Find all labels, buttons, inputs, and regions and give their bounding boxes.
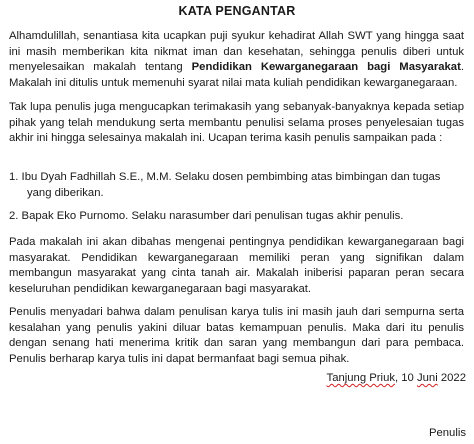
list-item-1 xyxy=(9,170,464,201)
paragraph-intro-text-b: . Makalah ini ditulis untuk memenuhi syarat nilai mata kuliah pendidikan kewarganegaraan. xyxy=(9,61,464,89)
signature-year: 2022 xyxy=(437,372,466,384)
list-item-2: 2. Bapak Eko Purnomo. Selaku narasumber dari penulisan tugas akhir penulis. xyxy=(9,210,404,222)
paragraph-content: Pada makalah ini akan dibahas mengenai pentingnya pendidikan kewarganegaraan bagi masyarakat. Pendidikan kewarganegaraan memiliki peran yang signifikan dalam membangun masyarakat yang cinta tanah air. Makalah iniberisi paparan peran secara keseluruhan pendidikan kewarganegaraan bagi masyarakat. xyxy=(9,236,464,295)
author-label: Penulis xyxy=(428,427,466,439)
signature-month: Juni xyxy=(416,372,438,384)
paragraph-thanks: Tak lupa penulis juga mengucapkan terimakasih yang sebanyak-banyaknya kepada setiap pihak yang telah mendukung serta membantu penulisi selama proses penyelesaian tugas akhir ini hingga selesainya makalah ini. Ucapan terima kasih penulis sampaikan pada : xyxy=(9,101,464,144)
paragraph-closing: Penulis menyadari bahwa dalam penulisan karya tulis ini masih jauh dari sempurna serta kesalahan yang penulis yakini diluar batas kemampuan penulis. Maka dari itu penulis dengan senang hati menerima kritik dan saran yang membangun dari para pembaca. Penulis berharap karya tulis ini dapat bermanfaat bagi semua pihak. xyxy=(9,306,464,365)
signature-place-date xyxy=(327,372,466,384)
signature-separator: , 10 xyxy=(395,372,417,384)
makalah-title-bold: Pendidikan Kewarganegaraan bagi Masyarakat xyxy=(191,61,461,73)
page-title: KATA PENGANTAR xyxy=(178,4,296,18)
list-item-1-line-2: yang diberikan. xyxy=(27,186,104,199)
paragraph-intro xyxy=(9,29,464,91)
paragraph-intro-text-a: Alhamdulillah, senantiasa kita ucapkan puji syukur kehadirat Allah SWT yang hingga saat ini masih memberikan kita nikmat iman dan kesehatan, sehingga penulis diberi untuk menyelesaikan makalah tentang xyxy=(9,30,464,73)
signature-place: Tanjung Priuk xyxy=(326,372,395,384)
list-item-1-line-1: 1. Ibu Dyah Fadhillah S.E., M.M. Selaku dosen pembimbing atas bimbingan dan tugas xyxy=(9,171,441,183)
